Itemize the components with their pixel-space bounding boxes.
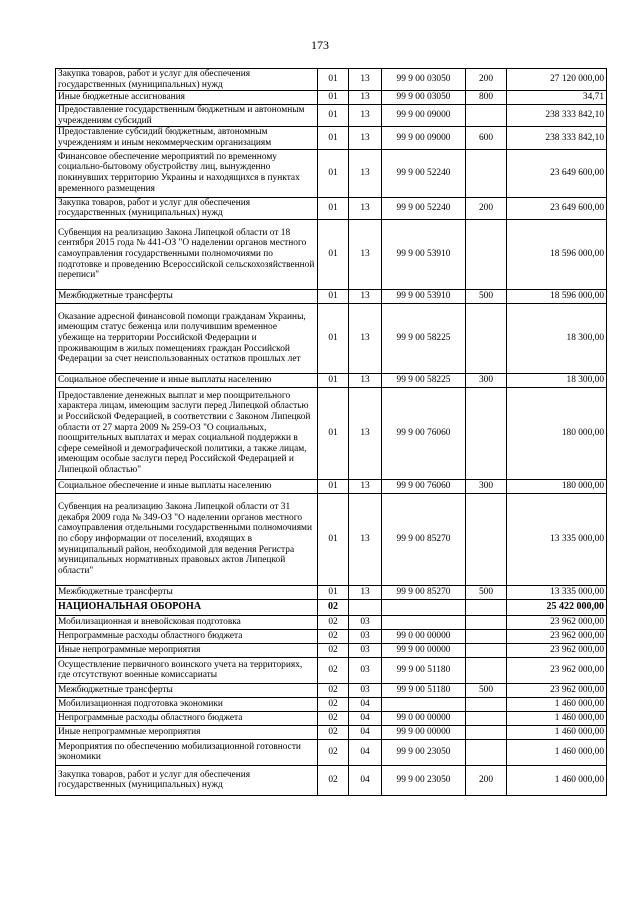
row-target-cell: 99 9 00 85270 xyxy=(382,493,466,585)
row-name-cell: Межбюджетные трансферты xyxy=(56,585,318,599)
row-subsection-cell: 13 xyxy=(349,585,382,599)
row-amount-cell: 13 335 000,00 xyxy=(507,493,607,585)
row-amount-cell: 23 962 000,00 xyxy=(507,657,607,683)
row-name-cell: Непрограммные расходы областного бюджета xyxy=(56,629,318,643)
row-target-cell: 99 9 00 51180 xyxy=(382,683,466,697)
row-target-cell: 99 9 00 03050 xyxy=(382,91,466,105)
row-name-cell: Иные непрограммные мероприятия xyxy=(56,643,318,657)
row-expense-type-cell: 200 xyxy=(466,765,507,795)
row-target-cell: 99 9 00 58225 xyxy=(382,303,466,373)
row-subsection-cell: 13 xyxy=(349,303,382,373)
row-subsection-cell: 13 xyxy=(349,479,382,493)
table-row xyxy=(56,697,607,711)
row-target-cell: 99 9 00 09000 xyxy=(382,127,466,149)
row-subsection-cell: 03 xyxy=(349,657,382,683)
row-section-cell: 01 xyxy=(318,127,349,149)
row-amount-cell: 23 962 000,00 xyxy=(507,643,607,657)
row-section-cell: 01 xyxy=(318,197,349,219)
table-row xyxy=(56,683,607,697)
table-row xyxy=(56,725,607,739)
row-name-cell: Финансовое обеспечение мероприятий по временному социально-бытовому обустройству лиц, вынужденно покинувших территорию Украины и находящихся в пунктах временного размещения xyxy=(56,149,318,197)
row-amount-cell: 18 300,00 xyxy=(507,303,607,373)
row-name-cell: Предоставление государственным бюджетным и автономным учреждениям субсидий xyxy=(56,105,318,127)
row-subsection-cell: 13 xyxy=(349,69,382,91)
row-section-cell: 01 xyxy=(318,219,349,289)
row-target-cell xyxy=(382,599,466,615)
row-name-cell: Межбюджетные трансферты xyxy=(56,289,318,303)
row-subsection-cell: 13 xyxy=(349,373,382,387)
row-amount-cell: 180 000,00 xyxy=(507,479,607,493)
row-subsection-cell: 03 xyxy=(349,615,382,629)
row-amount-cell: 27 120 000,00 xyxy=(507,69,607,91)
page-number: 173 xyxy=(311,38,329,52)
row-subsection-cell: 03 xyxy=(349,629,382,643)
row-target-cell xyxy=(382,697,466,711)
row-section-cell: 01 xyxy=(318,493,349,585)
row-amount-cell: 1 460 000,00 xyxy=(507,697,607,711)
table-row xyxy=(56,127,607,149)
row-section-cell: 02 xyxy=(318,739,349,765)
row-target-cell: 99 9 00 53910 xyxy=(382,219,466,289)
row-section-cell: 01 xyxy=(318,303,349,373)
row-amount-cell: 13 335 000,00 xyxy=(507,585,607,599)
row-amount-cell: 23 649 600,00 xyxy=(507,149,607,197)
row-target-cell: 99 9 00 58225 xyxy=(382,373,466,387)
row-name-cell: Субвенция на реализацию Закона Липецкой области от 18 сентября 2015 года № 441-ОЗ "О наделении органов местного самоуправления государственными полномочиями по подготовке и проведению Всероссийской сельскохозяйственной переписи" xyxy=(56,219,318,289)
row-expense-type-cell: 300 xyxy=(466,373,507,387)
row-section-cell: 01 xyxy=(318,373,349,387)
row-expense-type-cell xyxy=(466,219,507,289)
row-section-cell: 02 xyxy=(318,683,349,697)
table-row xyxy=(56,599,607,615)
budget-table-body xyxy=(56,69,607,796)
budget-table xyxy=(55,68,607,796)
row-amount-cell: 23 962 000,00 xyxy=(507,683,607,697)
row-target-cell: 99 9 00 53910 xyxy=(382,289,466,303)
table-row xyxy=(56,643,607,657)
row-section-cell: 02 xyxy=(318,657,349,683)
row-expense-type-cell: 800 xyxy=(466,91,507,105)
row-section-cell: 01 xyxy=(318,69,349,91)
row-section-cell: 01 xyxy=(318,91,349,105)
table-row xyxy=(56,657,607,683)
row-subsection-cell: 13 xyxy=(349,289,382,303)
table-row xyxy=(56,197,607,219)
row-section-cell: 02 xyxy=(318,711,349,725)
row-subsection-cell: 04 xyxy=(349,765,382,795)
row-section-cell: 02 xyxy=(318,643,349,657)
row-expense-type-cell: 200 xyxy=(466,197,507,219)
row-expense-type-cell xyxy=(466,629,507,643)
row-target-cell: 99 0 00 00000 xyxy=(382,629,466,643)
row-amount-cell: 23 962 000,00 xyxy=(507,629,607,643)
table-row xyxy=(56,91,607,105)
row-section-cell: 02 xyxy=(318,725,349,739)
table-row xyxy=(56,711,607,725)
row-name-cell: Мобилизационная подготовка экономики xyxy=(56,697,318,711)
row-target-cell: 99 9 00 76060 xyxy=(382,479,466,493)
row-name-cell: Социальное обеспечение и иные выплаты населению xyxy=(56,373,318,387)
row-subsection-cell: 13 xyxy=(349,219,382,289)
row-expense-type-cell xyxy=(466,725,507,739)
row-name-cell: Непрограммные расходы областного бюджета xyxy=(56,711,318,725)
row-name-cell: Закупка товаров, работ и услуг для обеспечения государственных (муниципальных) нужд xyxy=(56,765,318,795)
row-name-cell: Осуществление первичного воинского учета на территориях, где отсутствуют военные комиссариаты xyxy=(56,657,318,683)
row-expense-type-cell xyxy=(466,697,507,711)
row-amount-cell: 18 300,00 xyxy=(507,373,607,387)
table-row xyxy=(56,387,607,479)
table-row xyxy=(56,149,607,197)
row-target-cell: 99 9 00 23050 xyxy=(382,765,466,795)
row-subsection-cell: 13 xyxy=(349,197,382,219)
row-amount-cell: 1 460 000,00 xyxy=(507,725,607,739)
row-amount-cell: 18 596 000,00 xyxy=(507,289,607,303)
table-row xyxy=(56,739,607,765)
row-section-cell: 02 xyxy=(318,615,349,629)
table-row xyxy=(56,615,607,629)
row-name-cell: Предоставление денежных выплат и мер поощрительного характера лицам, имеющим заслуги перед Липецкой областью и Российской Федерацией, в соответствии с Законом Липецкой области от 27 марта 2009 № 259-ОЗ "О социальных, поощрительных выплатах и мерах социальной поддержки в сфере семейной и демографической политики, а также лицам, имеющим особые заслуги перед Российской Федерацией и Липецкой областью" xyxy=(56,387,318,479)
row-amount-cell: 34,71 xyxy=(507,91,607,105)
row-expense-type-cell: 500 xyxy=(466,683,507,697)
row-section-cell: 02 xyxy=(318,599,349,615)
row-expense-type-cell xyxy=(466,643,507,657)
row-section-cell: 01 xyxy=(318,585,349,599)
row-amount-cell: 18 596 000,00 xyxy=(507,219,607,289)
row-expense-type-cell xyxy=(466,599,507,615)
row-name-cell: Иные непрограммные мероприятия xyxy=(56,725,318,739)
table-row xyxy=(56,585,607,599)
row-subsection-cell: 03 xyxy=(349,643,382,657)
row-subsection-cell: 13 xyxy=(349,91,382,105)
row-section-cell: 01 xyxy=(318,149,349,197)
row-name-cell: НАЦИОНАЛЬНАЯ ОБОРОНА xyxy=(56,599,318,615)
row-expense-type-cell xyxy=(466,303,507,373)
row-name-cell: Мобилизационная и вневойсковая подготовка xyxy=(56,615,318,629)
row-amount-cell: 23 962 000,00 xyxy=(507,615,607,629)
table-row xyxy=(56,629,607,643)
row-name-cell: Предоставление субсидий бюджетным, автономным учреждениям и иным некоммерческим организациям xyxy=(56,127,318,149)
row-amount-cell: 1 460 000,00 xyxy=(507,739,607,765)
row-section-cell: 02 xyxy=(318,697,349,711)
row-amount-cell: 23 649 600,00 xyxy=(507,197,607,219)
row-subsection-cell: 13 xyxy=(349,149,382,197)
row-target-cell xyxy=(382,615,466,629)
row-amount-cell: 25 422 000,00 xyxy=(507,599,607,615)
table-row xyxy=(56,493,607,585)
row-expense-type-cell xyxy=(466,105,507,127)
table-row xyxy=(56,303,607,373)
row-amount-cell: 238 333 842,10 xyxy=(507,105,607,127)
row-subsection-cell: 04 xyxy=(349,711,382,725)
table-row xyxy=(56,765,607,795)
row-section-cell: 02 xyxy=(318,765,349,795)
row-subsection-cell: 04 xyxy=(349,739,382,765)
table-row xyxy=(56,219,607,289)
row-expense-type-cell: 600 xyxy=(466,127,507,149)
row-name-cell: Мероприятия по обеспечению мобилизационной готовности экономики xyxy=(56,739,318,765)
row-expense-type-cell xyxy=(466,615,507,629)
row-name-cell: Закупка товаров, работ и услуг для обеспечения государственных (муниципальных) нужд xyxy=(56,197,318,219)
row-section-cell: 01 xyxy=(318,387,349,479)
row-section-cell: 01 xyxy=(318,479,349,493)
row-target-cell: 99 0 00 00000 xyxy=(382,711,466,725)
row-name-cell: Закупка товаров, работ и услуг для обеспечения государственных (муниципальных) нужд xyxy=(56,69,318,91)
row-name-cell: Межбюджетные трансферты xyxy=(56,683,318,697)
row-subsection-cell: 04 xyxy=(349,697,382,711)
row-subsection-cell: 13 xyxy=(349,387,382,479)
row-target-cell: 99 9 00 03050 xyxy=(382,69,466,91)
row-name-cell: Иные бюджетные ассигнования xyxy=(56,91,318,105)
row-expense-type-cell: 500 xyxy=(466,585,507,599)
row-subsection-cell: 13 xyxy=(349,105,382,127)
row-subsection-cell: 03 xyxy=(349,683,382,697)
row-target-cell: 99 9 00 76060 xyxy=(382,387,466,479)
row-expense-type-cell: 300 xyxy=(466,479,507,493)
row-target-cell: 99 9 00 52240 xyxy=(382,149,466,197)
row-amount-cell: 1 460 000,00 xyxy=(507,711,607,725)
row-subsection-cell: 13 xyxy=(349,127,382,149)
row-name-cell: Социальное обеспечение и иные выплаты населению xyxy=(56,479,318,493)
row-expense-type-cell xyxy=(466,387,507,479)
row-expense-type-cell xyxy=(466,149,507,197)
row-target-cell: 99 9 00 00000 xyxy=(382,643,466,657)
row-section-cell: 01 xyxy=(318,105,349,127)
row-amount-cell: 180 000,00 xyxy=(507,387,607,479)
row-expense-type-cell xyxy=(466,739,507,765)
row-target-cell: 99 9 00 51180 xyxy=(382,657,466,683)
row-amount-cell: 1 460 000,00 xyxy=(507,765,607,795)
row-amount-cell: 238 333 842,10 xyxy=(507,127,607,149)
row-expense-type-cell xyxy=(466,493,507,585)
row-expense-type-cell xyxy=(466,657,507,683)
table-row xyxy=(56,373,607,387)
row-name-cell: Субвенция на реализацию Закона Липецкой области от 31 декабря 2009 года № 349-ОЗ "О наделении органов местного самоуправления отдельными государственными полномочиями по сбору информации от поселений, входящих в муниципальный район, необходимой для ведения Регистра муниципальных нормативных правовых актов Липецкой области" xyxy=(56,493,318,585)
row-subsection-cell: 04 xyxy=(349,725,382,739)
row-expense-type-cell: 500 xyxy=(466,289,507,303)
table-row xyxy=(56,289,607,303)
row-subsection-cell: 13 xyxy=(349,493,382,585)
row-target-cell: 99 9 00 23050 xyxy=(382,739,466,765)
table-row xyxy=(56,479,607,493)
table-row xyxy=(56,105,607,127)
row-section-cell: 02 xyxy=(318,629,349,643)
row-expense-type-cell: 200 xyxy=(466,69,507,91)
row-subsection-cell xyxy=(349,599,382,615)
row-target-cell: 99 9 00 85270 xyxy=(382,585,466,599)
table-row xyxy=(56,69,607,91)
row-name-cell: Оказание адресной финансовой помощи гражданам Украины, имеющим статус беженца или получившим временное убежище на территории Российской Федерации и проживающим в жилых помещениях граждан Российской Федерации за счет неиспользованных остатков прошлых лет xyxy=(56,303,318,373)
row-target-cell: 99 9 00 52240 xyxy=(382,197,466,219)
row-target-cell: 99 9 00 09000 xyxy=(382,105,466,127)
row-target-cell: 99 9 00 00000 xyxy=(382,725,466,739)
row-section-cell: 01 xyxy=(318,289,349,303)
row-expense-type-cell xyxy=(466,711,507,725)
